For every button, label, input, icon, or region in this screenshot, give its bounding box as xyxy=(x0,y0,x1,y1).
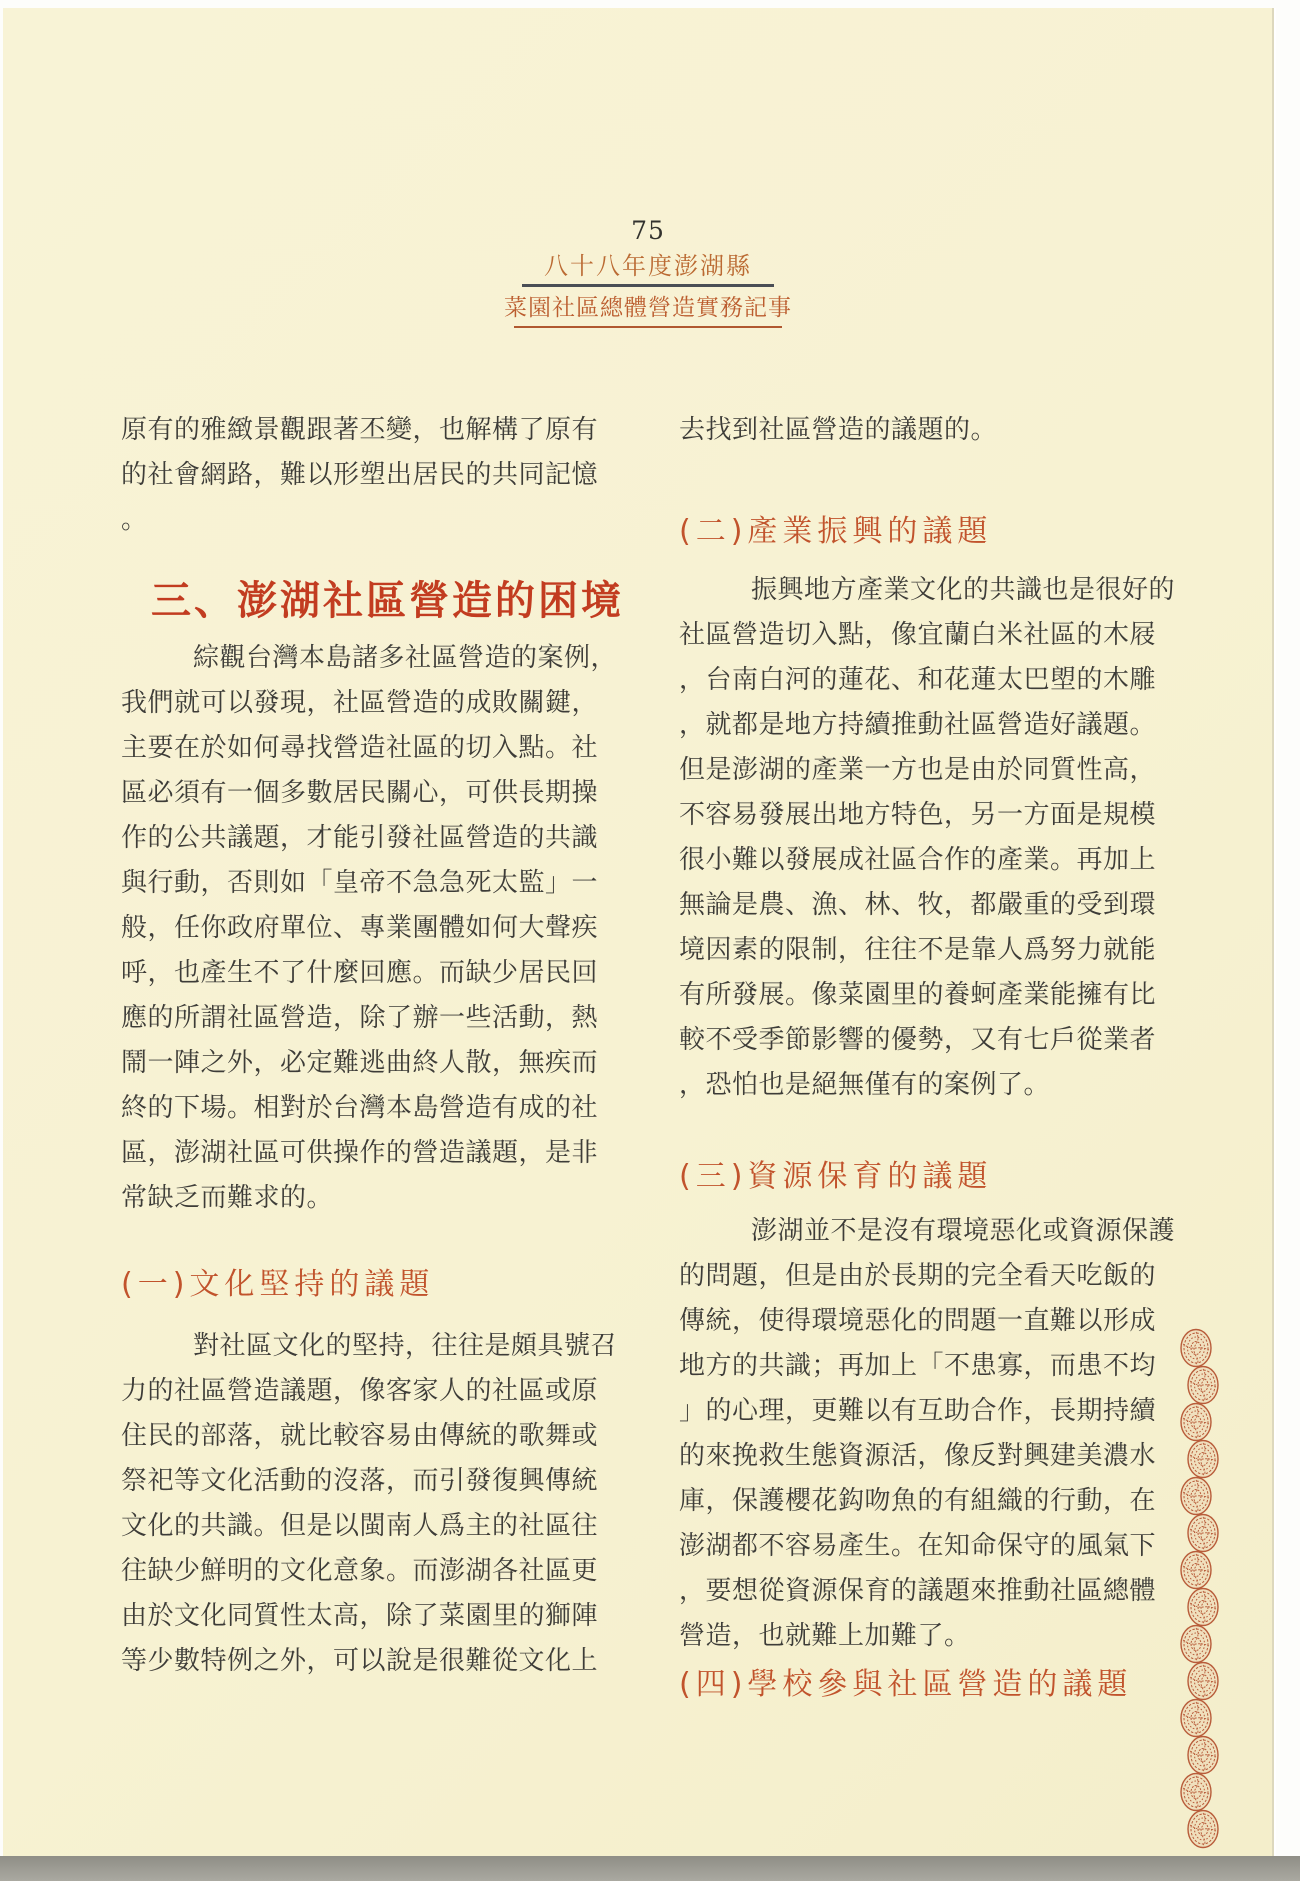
section-title: 三、澎湖社區營造的困境 xyxy=(151,577,624,624)
decorative-seal-icon xyxy=(1185,1735,1221,1775)
paragraph-continuation xyxy=(121,408,599,543)
text-line: 等少數特例之外，可以說是很難從文化上 xyxy=(121,1646,599,1676)
decorative-seal-icon xyxy=(1178,1698,1214,1738)
decorative-seal-icon xyxy=(1185,1439,1221,1479)
text-line: 澎湖都不容易產生。在知命保守的風氣下 xyxy=(679,1531,1157,1561)
text-line: 往缺少鮮明的文化意象。而澎湖各社區更 xyxy=(121,1556,599,1586)
text-line: 的問題，但是由於長期的完全看天吃飯的 xyxy=(679,1261,1157,1291)
paragraph xyxy=(121,636,618,1221)
text-line: 呼，也產生不了什麼回應。而缺少居民回 xyxy=(121,958,599,988)
text-line: 」的心理，更難以有互助合作，長期持續 xyxy=(679,1396,1157,1426)
text-line: 與行動，否則如「皇帝不急急死太監」一 xyxy=(121,868,599,898)
decorative-seal-icon xyxy=(1185,1365,1221,1405)
text-line: 祭祀等文化活動的沒落，而引發復興傳統 xyxy=(121,1466,599,1496)
text-line: 力的社區營造議題，像客家人的社區或原 xyxy=(121,1376,599,1406)
running-header xyxy=(488,246,808,328)
paragraph xyxy=(679,1209,1176,1659)
text-line: 營造，也就難上加難了。 xyxy=(679,1621,971,1651)
text-line: 鬧一陣之外，必定難逃曲終人散，無疾而 xyxy=(121,1048,599,1078)
right-column xyxy=(679,408,1176,1709)
text-line: 區，澎湖社區可供操作的營造議題，是非 xyxy=(121,1138,599,1168)
text-line: 地方的共識；再加上「不患寡，而患不均 xyxy=(679,1351,1157,1381)
page-number: 75 xyxy=(631,216,665,245)
decorative-seal-icon xyxy=(1178,1402,1214,1442)
scanned-page xyxy=(3,8,1272,1856)
text-line: 。 xyxy=(121,505,148,535)
text-line: 不容易發展出地方特色，另一方面是規模 xyxy=(679,800,1157,830)
medallion-chain xyxy=(1178,1328,1222,1856)
decorative-seal-icon xyxy=(1185,1809,1221,1849)
decorative-seal-icon xyxy=(1178,1624,1214,1664)
text-line: 很小難以發展成社區合作的產業。再加上 xyxy=(679,845,1157,875)
text-line: 我們就可以發現，社區營造的成敗關鍵， xyxy=(121,688,599,718)
text-line: 無論是農、漁、林、牧，都嚴重的受到環 xyxy=(679,890,1157,920)
paragraph-continuation xyxy=(679,408,1127,453)
text-line: 傳統，使得環境惡化的問題一直難以形成 xyxy=(679,1306,1157,1336)
subsection-heading-1: (一)文化堅持的議題 xyxy=(121,1267,435,1302)
text-line: 境因素的限制，往往不是靠人爲努力就能 xyxy=(679,935,1157,965)
text-line: 的社會網路，難以形塑出居民的共同記憶 xyxy=(121,460,599,490)
text-line: 作的公共議題，才能引發社區營造的共識 xyxy=(121,823,599,853)
text-line: 較不受季節影響的優勢，又有七戶從業者 xyxy=(679,1025,1157,1055)
text-line: 原有的雅緻景觀跟著丕變，也解構了原有 xyxy=(121,415,599,445)
subsection-heading-2: (二)產業振興的議題 xyxy=(679,514,993,549)
text-line: ，就都是地方持續推動社區營造好議題。 xyxy=(679,710,1157,740)
header-line-1: 八十八年度澎湖縣 xyxy=(544,252,752,280)
paragraph xyxy=(679,568,1176,1108)
text-line: 的來挽救生態資源活，像反對興建美濃水 xyxy=(679,1441,1157,1471)
decorative-seal-icon xyxy=(1185,1513,1221,1553)
header-rule-dark xyxy=(522,284,774,287)
header-rule-red xyxy=(514,326,782,328)
text-line: 去找到社區營造的議題的。 xyxy=(679,415,998,445)
paragraph xyxy=(121,1324,618,1684)
text-line: 般，任你政府單位、專業團體如何大聲疾 xyxy=(121,913,599,943)
decorative-seal-icon xyxy=(1178,1772,1214,1812)
text-line: 綜觀台灣本島諸多社區營造的案例， xyxy=(193,643,618,673)
text-line: 住民的部落，就比較容易由傳統的歌舞或 xyxy=(121,1421,599,1451)
text-line: ，台南白河的蓮花、和花蓮太巴塱的木雕 xyxy=(679,665,1157,695)
subsection-heading-3: (三)資源保育的議題 xyxy=(679,1159,993,1194)
text-line: 區必須有一個多數居民關心，可供長期操 xyxy=(121,778,599,808)
text-line: 由於文化同質性太高，除了菜園里的獅陣 xyxy=(121,1601,599,1631)
text-line: ，恐怕也是絕無僅有的案例了。 xyxy=(679,1070,1051,1100)
text-line: 對社區文化的堅持，往往是頗具號召 xyxy=(193,1331,618,1361)
text-line: 主要在於如何尋找營造社區的切入點。社 xyxy=(121,733,599,763)
text-line: 但是澎湖的產業一方也是由於同質性高， xyxy=(679,755,1157,785)
decorative-seal-icon xyxy=(1178,1328,1214,1368)
decorative-seal-icon xyxy=(1185,1587,1221,1627)
decorative-seal-icon xyxy=(1178,1476,1214,1516)
text-line: 有所發展。像菜園里的養蚵產業能擁有比 xyxy=(679,980,1157,1010)
text-line: 常缺乏而難求的。 xyxy=(121,1183,334,1213)
text-line: 澎湖並不是沒有環境惡化或資源保護 xyxy=(751,1216,1176,1246)
decorative-seal-icon xyxy=(1185,1661,1221,1701)
decorative-seal-icon xyxy=(1178,1550,1214,1590)
text-line: 終的下場。相對於台灣本島營造有成的社 xyxy=(121,1093,599,1123)
text-line: 社區營造切入點，像宜蘭白米社區的木屐 xyxy=(679,620,1157,650)
text-line: 庫，保護櫻花鈎吻魚的有組織的行動，在 xyxy=(679,1486,1157,1516)
text-line: 應的所謂社區營造，除了辦一些活動，熱 xyxy=(121,1003,599,1033)
subsection-heading-4: (四)學校參與社區營造的議題 xyxy=(679,1667,1133,1702)
text-line: ，要想從資源保育的議題來推動社區總體 xyxy=(679,1576,1157,1606)
header-line-2: 菜園社區總體營造實務記事 xyxy=(504,295,792,321)
text-line: 文化的共識。但是以閩南人爲主的社區往 xyxy=(121,1511,599,1541)
text-line: 振興地方產業文化的共識也是很好的 xyxy=(751,575,1176,605)
scan-bottom-edge xyxy=(0,1856,1300,1881)
left-column xyxy=(121,408,624,1684)
